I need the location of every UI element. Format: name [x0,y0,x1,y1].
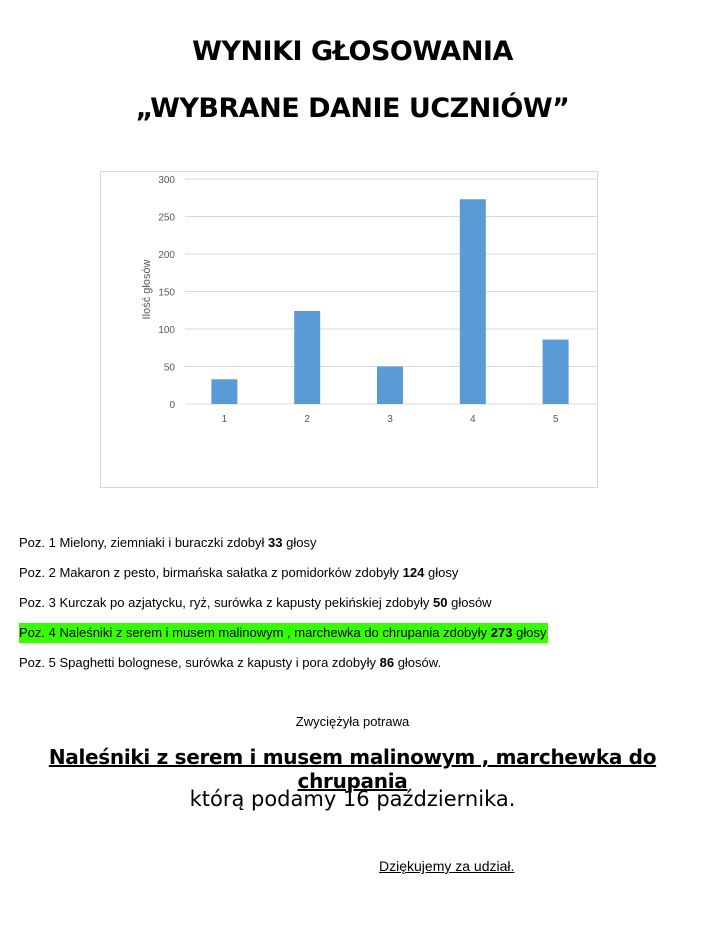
page-title-line-2: „WYBRANE DANIE UCZNIÓW” [135,93,570,124]
result-item-3-text: Poz. 3 Kurczak po azjatycku, ryż, surówka z kapusty pekińskiej zdobyły [19,595,434,610]
result-item-1 [19,533,316,553]
result-item-3-suffix: głosów [447,595,492,610]
x-tick-label: 4 [470,414,476,425]
winner-dish: Naleśniki z serem i musem malinowym , marchewka do chrupania [48,745,657,793]
result-item-2 [19,563,458,583]
x-tick-label: 3 [387,414,393,425]
vote-chart-svg [101,172,597,487]
result-item-2-votes: 124 [402,565,425,580]
y-tick-label: 100 [158,325,175,336]
result-item-4-highlighted [19,623,548,643]
result-item-4-votes: 273 [490,625,513,640]
result-item-4-text: Poz. 4 Naleśniki z serem i musem malinowym , marchewka do chrupania zdobyły [19,625,491,640]
result-item-5 [19,653,441,673]
bar-1 [211,379,237,404]
x-tick-label: 5 [552,414,559,425]
y-tick-label: 300 [158,175,175,186]
result-item-4-suffix: głosy [512,625,547,640]
result-item-2-suffix: głosy [424,565,459,580]
y-tick-label: 200 [158,250,175,261]
bar-4 [460,199,486,404]
result-item-5-suffix: głosów. [394,655,442,670]
bar-3 [377,367,403,405]
y-axis-label: Ilość głosów [141,259,153,320]
bar-5 [543,340,569,405]
result-item-5-votes: 86 [379,655,395,670]
bar-2 [294,311,320,404]
thanks-text: Dziękujemy za udział. [379,858,515,874]
vote-chart [100,171,598,488]
winner-intro: Zwyciężyła potrawa [295,714,410,729]
result-item-1-suffix: głosy [282,535,317,550]
page-title-line-1: WYNIKI GŁOSOWANIA [192,36,513,67]
result-item-3-votes: 50 [433,595,448,610]
x-tick-label: 1 [221,414,228,425]
y-tick-label: 150 [158,287,175,299]
y-tick-label: 50 [163,362,175,374]
result-item-2-text: Poz. 2 Makaron z pesto, birmańska sałatka z pomidorków zdobyły [19,565,403,580]
result-item-1-votes: 33 [268,535,283,550]
result-item-5-text: Poz. 5 Spaghetti bolognese, surówka z kapusty i pora zdobyły [19,655,380,670]
y-tick-label: 0 [169,400,175,411]
result-item-1-text: Poz. 1 Mielony, ziemniaki i buraczki zdobył [19,535,269,550]
x-tick-label: 2 [304,414,310,425]
result-item-3 [19,593,492,613]
serve-date-text: którą podamy 16 października. [189,787,516,811]
y-tick-label: 250 [158,212,175,224]
